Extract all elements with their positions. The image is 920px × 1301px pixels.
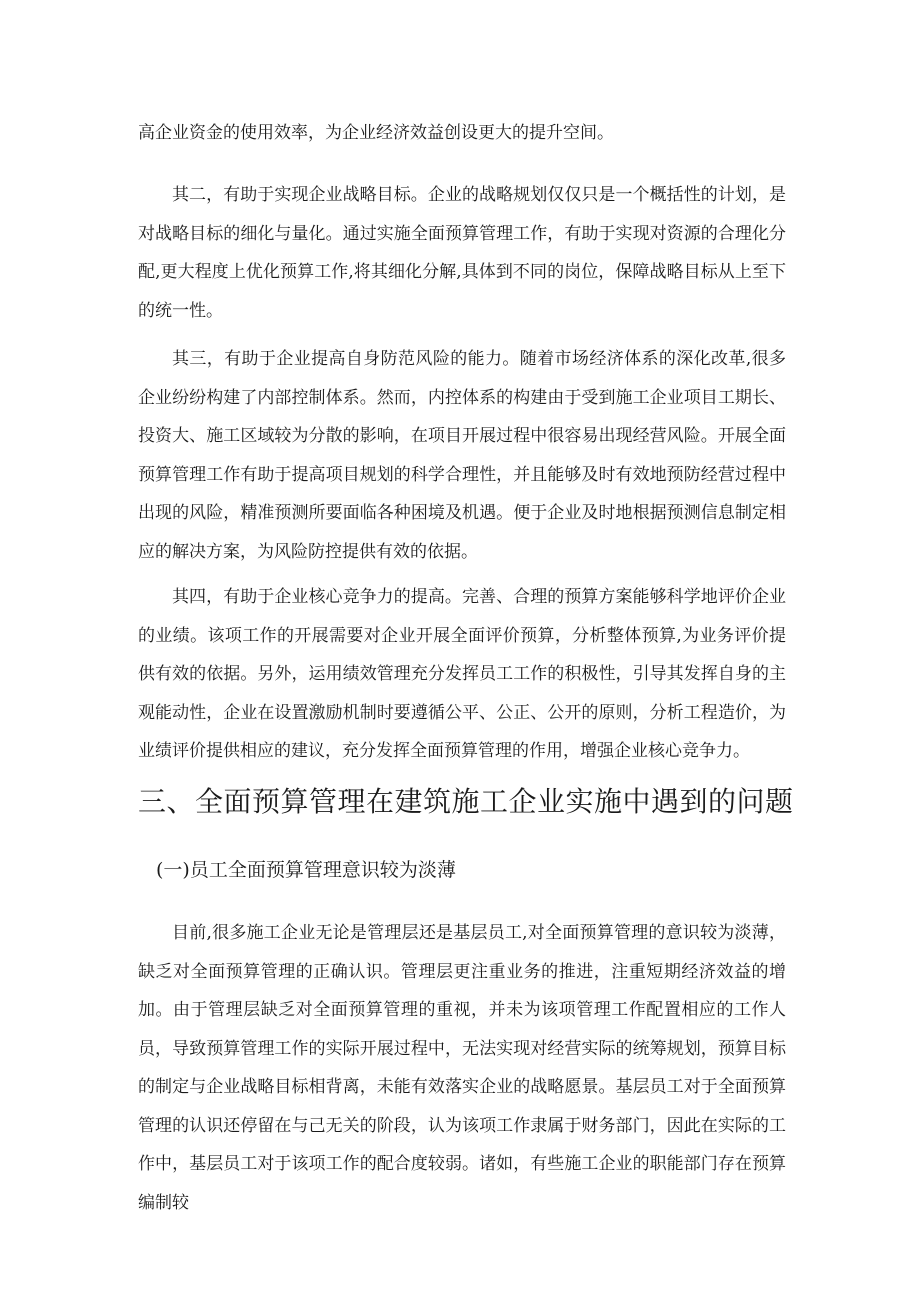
section-heading: 三、全面预算管理在建筑施工企业实施中遇到的问题 (138, 785, 794, 818)
paragraph-risk-prevention: 其三，有助于企业提高自身防范风险的能力。随着市场经济体系的深化改革,很多企业纷纷构建了内部控制体系。然而，内控体系的构建由于受到施工企业项目工期长、投资大、施工区域较为分散的影响，在项目开展过程中很容易出现经营风险。开展全面预算管理工作有助于提高项目规划的科学合理性，并且能够及时有效地预防经营过程中出现的风险，精准预测所要面临各种困境及机遇。便于企业及时地根据预测信息制定相应的解决方案，为风险防控提供有效的依据。 (138, 349, 786, 562)
subsection-heading: (一)员工全面预算管理意识较为淡薄 (156, 859, 456, 881)
paragraph-strategic-goals: 其二，有助于实现企业战略目标。企业的战略规划仅仅只是一个概括性的计划，是对战略目标的细化与量化。通过实施全面预算管理工作，有助于实现对资源的合理化分配,更大程度上优化预算工作,将其细化分解,具体到不同的岗位，保障战略目标从上至下的统一性。 (138, 185, 786, 321)
paragraph-continuation: 高企业资金的使用效率，为企业经济效益创设更大的提升空间。 (138, 123, 614, 143)
paragraph-awareness: 目前,很多施工企业无论是管理层还是基层员工,对全面预算管理的意识较为淡薄，缺乏对全面预算管理的正确认识。管理层更注重业务的推进，注重短期经济效益的增加。由于管理层缺乏对全面预算管理的重视，并未为该项管理工作配置相应的工作人员，导致预算管理工作的实际开展过程中，无法实现对经营实际的统筹规划，预算目标的制定与企业战略目标相背离，未能有效落实企业的战略愿景。基层员工对于全面预算管理的认识还停留在与己无关的阶段，认为该项工作隶属于财务部门，因此在实际的工作中，基层员工对于该项工作的配合度较弱。诸如，有些施工企业的职能部门存在预算编制较 (138, 923, 786, 1213)
paragraph-core-competitiveness: 其四，有助于企业核心竞争力的提高。完善、合理的预算方案能够科学地评价企业的业绩。该项工作的开展需要对企业开展全面评价预算，分析整体预算,为业务评价提供有效的依据。另外，运用绩效管理充分发挥员工工作的积极性，引导其发挥自身的主观能动性，企业在设置激励机制时要遵循公平、公正、公开的原则，分析工程造价，为业绩评价提供相应的建议，充分发挥全面预算管理的作用，增强企业核心竞争力。 (138, 587, 786, 761)
